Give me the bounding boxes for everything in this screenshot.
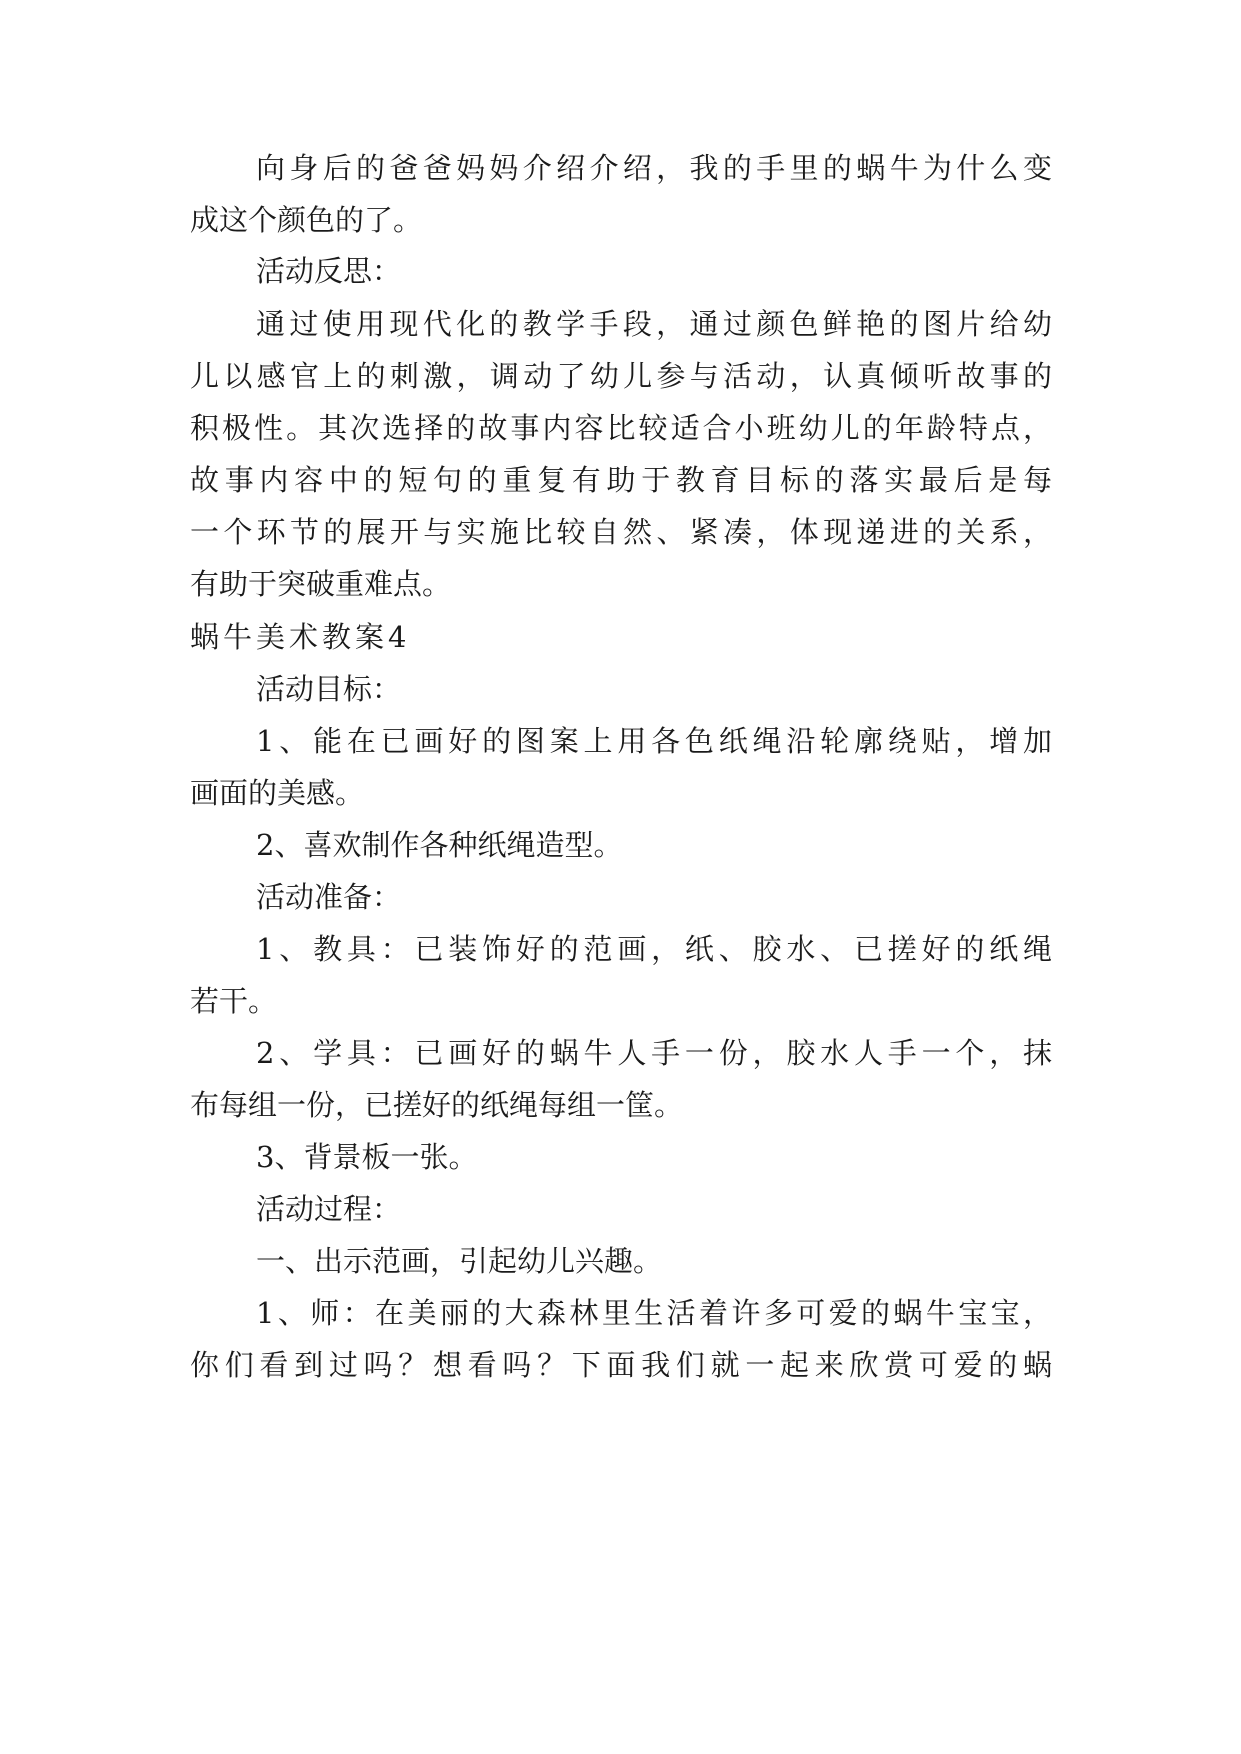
text-line: 画面的美感。 [190,776,365,810]
text-line: 2、学具：已画好的蜗牛人手一份，胶水人手一个，抹 [256,1036,1052,1070]
text-line: 1、教具：已装饰好的范画，纸、胶水、已搓好的纸绳 [256,932,1052,966]
text-line: 成这个颜色的了。 [190,203,423,237]
text-line: 一个环节的展开与实施比较自然、紧凑，体现递进的关系， [190,515,1052,549]
section-heading: 活动反思： [256,254,402,288]
text-line: 2、喜欢制作各种纸绳造型。 [256,828,623,862]
section-heading: 活动目标： [256,672,402,706]
text-line: 向身后的爸爸妈妈介绍介绍，我的手里的蜗牛为什么变 [256,151,1052,185]
document-title: 蜗牛美术教案4 [190,620,411,654]
text-line: 若干。 [190,984,278,1018]
text-line: 你们看到过吗？想看吗？下面我们就一起来欣赏可爱的蜗 [190,1348,1052,1382]
text-line: 布每组一份，已搓好的纸绳每组一筐。 [190,1088,684,1122]
section-heading: 活动过程： [256,1192,402,1226]
text-line: 儿以感官上的刺激，调动了幼儿参与活动，认真倾听故事的 [190,359,1052,393]
text-line: 3、背景板一张。 [256,1140,478,1174]
section-heading: 活动准备： [256,880,402,914]
text-line: 积极性。其次选择的故事内容比较适合小班幼儿的年龄特点， [190,411,1052,445]
text-line: 一、出示范画，引起幼儿兴趣。 [256,1244,663,1278]
text-line: 通过使用现代化的教学手段，通过颜色鲜艳的图片给幼 [256,307,1052,341]
text-line: 有助于突破重难点。 [190,567,452,601]
text-line: 1、师：在美丽的大森林里生活着许多可爱的蜗牛宝宝， [256,1296,1052,1330]
text-line: 故事内容中的短句的重复有助于教育目标的落实最后是每 [190,463,1052,497]
text-line: 1、能在已画好的图案上用各色纸绳沿轮廓绕贴，增加 [256,724,1052,758]
